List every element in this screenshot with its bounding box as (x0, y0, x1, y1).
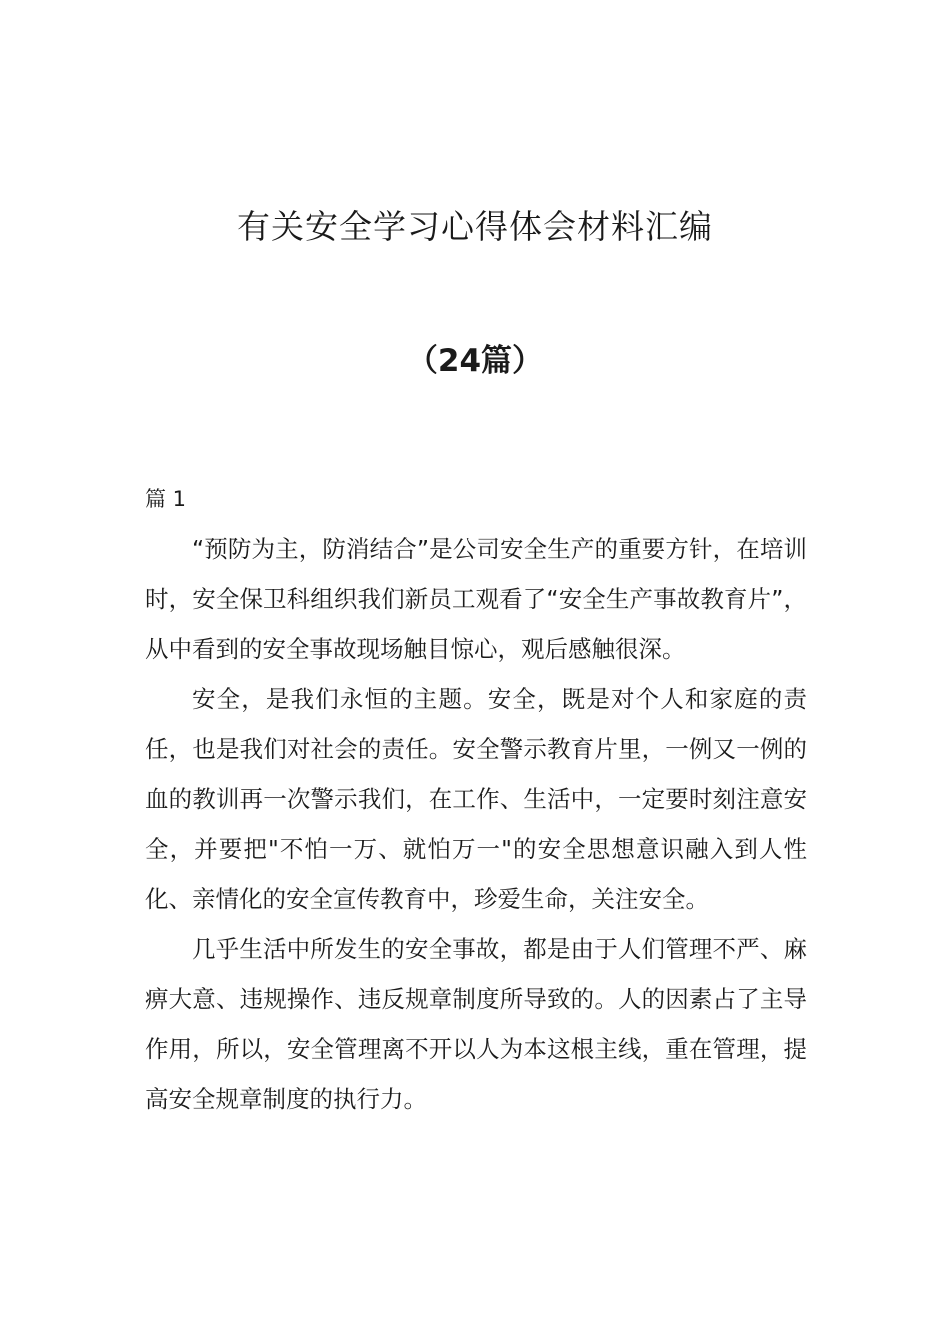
paragraph-1: “预防为主，防消结合”是公司安全生产的重要方针，在培训时，安全保卫科组织我们新员工观看了“安全生产事故教育片”，从中看到的安全事故现场触目惊心，观后感触很深。 (145, 535, 807, 663)
section-label: 篇 1 (145, 487, 187, 511)
document-title: 有关安全学习心得体会材料汇编 (237, 207, 713, 246)
paragraph-2: 安全，是我们永恒的主题。安全，既是对个人和家庭的责任，也是我们对社会的责任。安全警示教育片里，一例又一例的血的教训再一次警示我们，在工作、生活中，一定要时刻注意安全，并要把"不怕一万、就怕万一"的安全思想意识融入到人性化、亲情化的安全宣传教育中，珍爱生命，关注安全。 (145, 685, 807, 913)
document-subtitle: （24篇） (406, 343, 544, 379)
paragraph-3: 几乎生活中所发生的安全事故，都是由于人们管理不严、麻痹大意、违规操作、违反规章制度所导致的。人的因素占了主导作用，所以，安全管理离不开以人为本这根主线，重在管理，提高安全规章制度的执行力。 (145, 935, 807, 1113)
document-body (145, 474, 807, 1124)
